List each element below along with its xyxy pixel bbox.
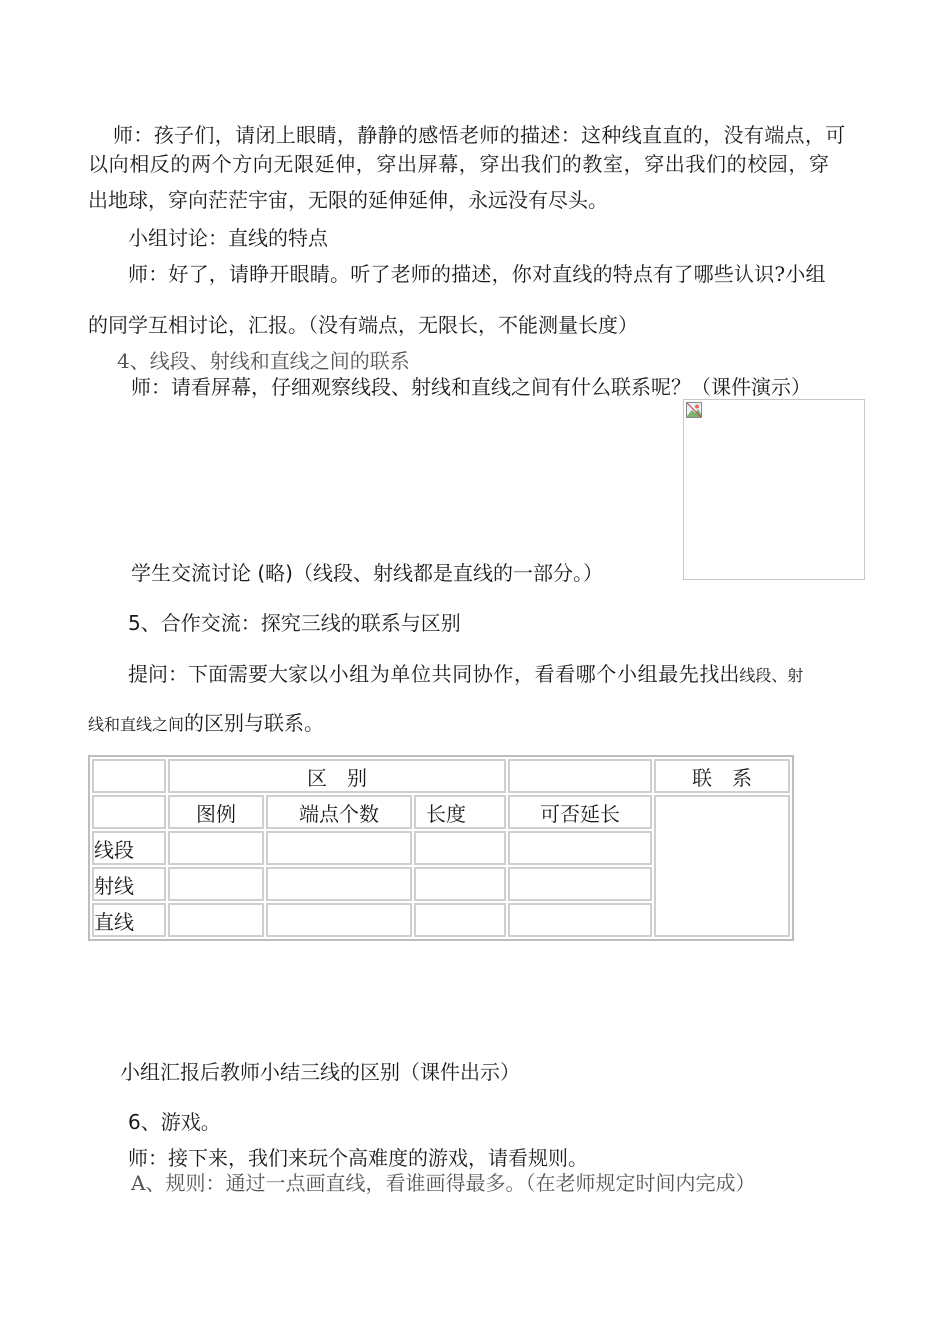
column-legend: 图例 xyxy=(168,795,264,829)
header-difference: 区 别 xyxy=(168,759,506,793)
para-1-line-1: 师：孩子们，请闭上眼睛，静静的感悟老师的描述：这种线直直的，没有端点，可 xyxy=(113,123,846,147)
student-discussion-line xyxy=(131,561,603,586)
para-2-line-1: 师：好了，请睁开眼睛。听了老师的描述，你对直线的特点有了哪些认识?小组 xyxy=(128,262,826,286)
row-label-line: 直线 xyxy=(92,903,166,937)
connection-cell xyxy=(654,795,790,937)
table-cell xyxy=(266,867,412,901)
table-cell xyxy=(508,831,652,865)
section-5-title: 5、合作交流：探究三线的联系与区别 xyxy=(128,611,461,635)
question-line-2 xyxy=(88,711,324,737)
table-cell xyxy=(508,903,652,937)
subheader-blank-cell xyxy=(92,795,166,829)
section-6-text: 游戏。 xyxy=(160,1110,221,1134)
rule-a-line: A、规则：通过一点画直线，看谁画得最多。（在老师规定时间内完成） xyxy=(131,1171,756,1195)
section-6-title xyxy=(128,1110,221,1135)
table-cell xyxy=(508,867,652,901)
table-cell xyxy=(266,831,412,865)
section-4-teacher-line: 师：请看屏幕，仔细观察线段、射线和直线之间有什么联系呢？（课件演示） xyxy=(131,375,811,399)
para-2-line-2: 的同学互相讨论，汇报。（没有端点，无限长，不能测量长度） xyxy=(88,313,638,337)
table-cell xyxy=(266,903,412,937)
question-text: 以小组为单位共同协作，看看哪个小组最先 xyxy=(308,662,700,686)
question-label: 提问：下面需要大家 xyxy=(128,662,308,686)
para-1-line-3: 出地球，穿向茫茫宇宙，无限的延伸延伸，永远没有尽头。 xyxy=(88,188,608,212)
comparison-table xyxy=(88,755,794,941)
question-line-2-small: 线和直线之间 xyxy=(88,715,185,734)
column-extendable: 可否延长 xyxy=(508,795,652,829)
game-teacher-line: 师：接下来，我们来玩个高难度的游戏，请看规则。 xyxy=(128,1146,588,1170)
table-cell xyxy=(414,903,506,937)
summary-line: 小组汇报后教师小结三线的区别（课件出示） xyxy=(120,1060,520,1084)
table-cell xyxy=(414,867,506,901)
column-endpoint-count: 端点个数 xyxy=(266,795,412,829)
table-cell xyxy=(168,903,264,937)
student-discussion-note: （线段、射线都是直线的一部分。） xyxy=(292,561,603,585)
question-line-1 xyxy=(128,662,803,688)
table-cell xyxy=(168,867,264,901)
question-find: 找出 xyxy=(699,662,740,686)
header-connection: 联 系 xyxy=(654,759,790,793)
para-1-line-2: 以向相反的两个方向无限延伸，穿出屏幕，穿出我们的教室，穿出我们的校园，穿 xyxy=(88,152,830,176)
question-line-2-main: 的区别与联系。 xyxy=(184,711,325,735)
group-discussion-label: 小组讨论：直线的特点 xyxy=(128,226,328,250)
table-cell xyxy=(168,831,264,865)
row-label-segment: 线段 xyxy=(92,831,166,865)
broken-image-icon xyxy=(686,402,702,418)
column-length: 长度 xyxy=(414,795,506,829)
section-4-title: 4、线段、射线和直线之间的联系 xyxy=(117,349,410,373)
table-cell xyxy=(414,831,506,865)
table-corner-cell xyxy=(92,759,166,793)
question-tail: 线段、射 xyxy=(739,666,804,685)
header-blank-cell xyxy=(508,759,652,793)
row-label-ray: 射线 xyxy=(92,867,166,901)
student-discussion-label: 学生交流讨论 (略) xyxy=(131,561,293,585)
section-6-number: 6、 xyxy=(128,1110,161,1134)
courseware-image-placeholder xyxy=(683,399,865,580)
